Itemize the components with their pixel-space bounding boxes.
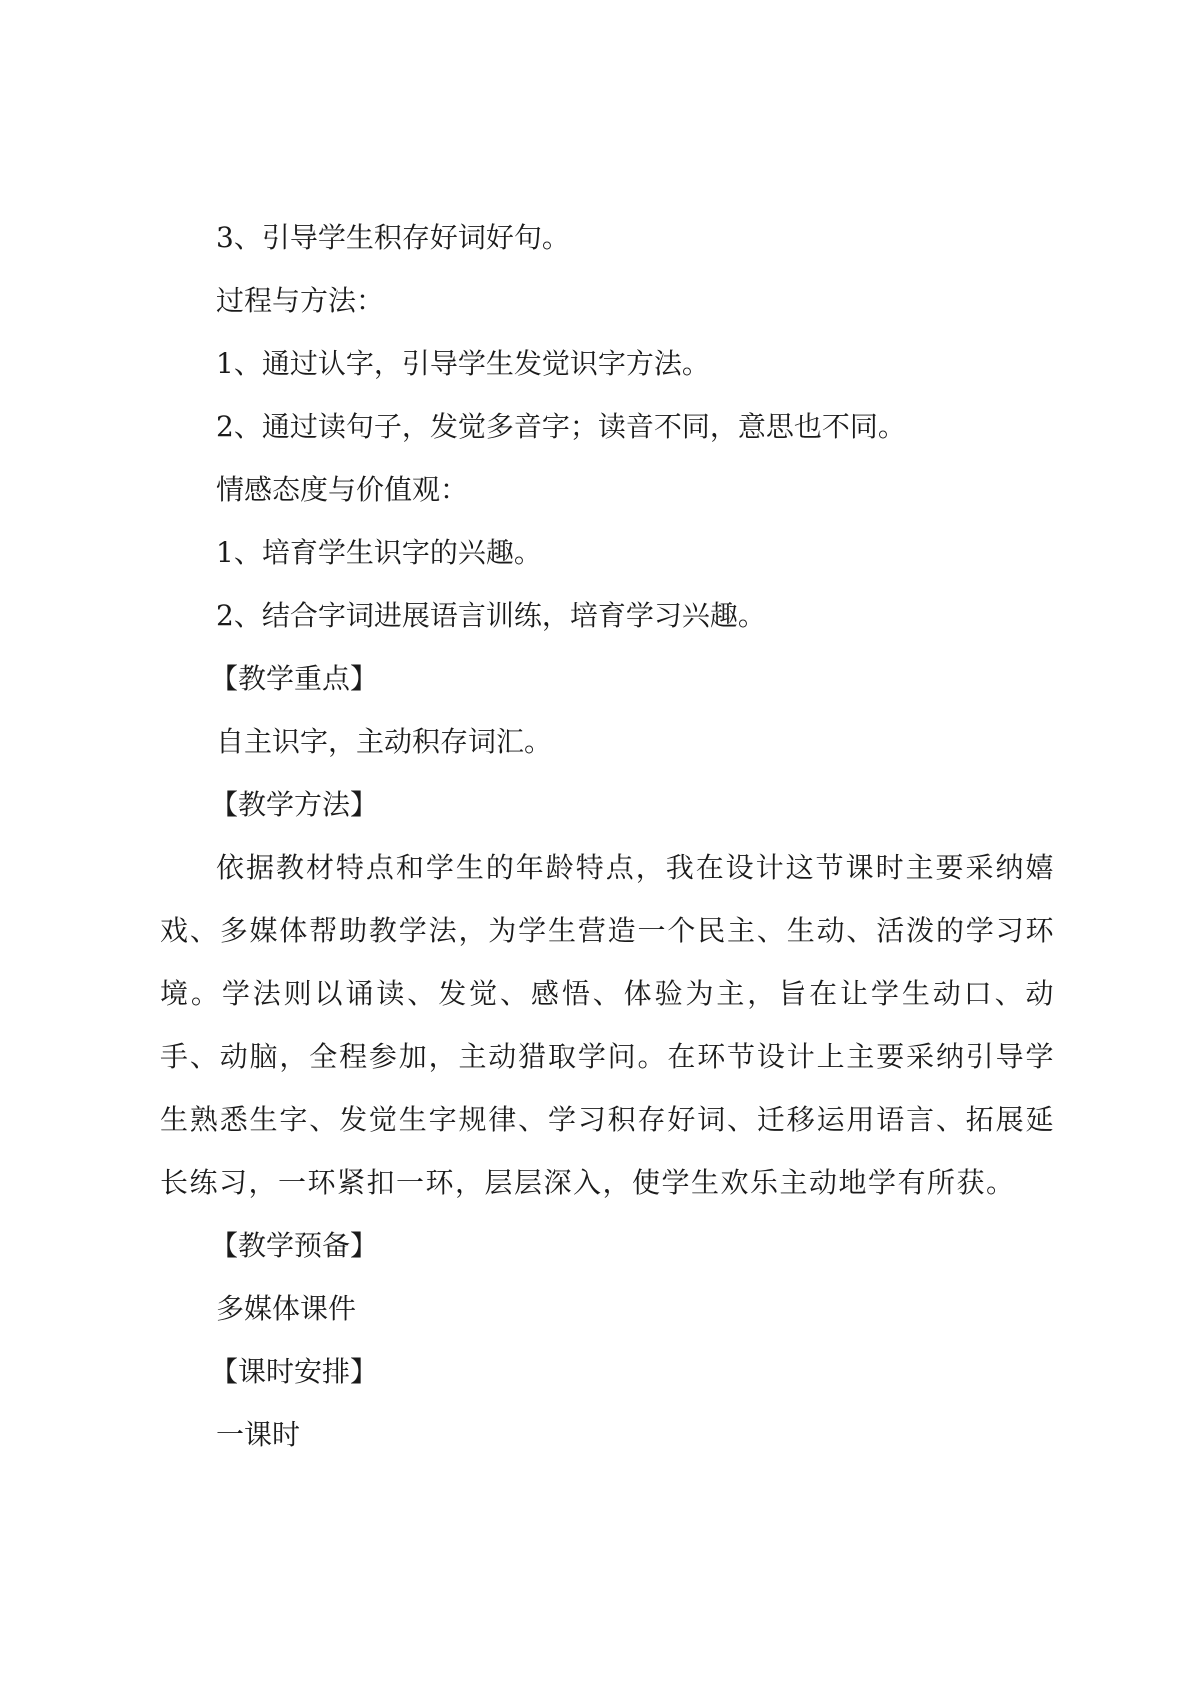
section-heading-schedule: 【课时安排】 [210,1355,379,1388]
emotion-item-2: 2、结合字词进展语言训练，培育学习兴趣。 [216,599,766,632]
schedule-body: 一课时 [216,1418,301,1451]
section-heading-preparation: 【教学预备】 [210,1229,379,1262]
document-content [160,206,1055,1466]
section-heading-key-points: 【教学重点】 [210,662,379,695]
section-heading-emotion-values: 情感态度与价值观： [216,473,469,506]
objective-item-3: 3、引导学生积存好词好句。 [216,221,570,254]
section-heading-process-method: 过程与方法： [216,284,385,317]
preparation-body: 多媒体课件 [216,1292,357,1325]
process-item-1: 1、通过认字，引导学生发觉识字方法。 [216,347,710,380]
key-points-body: 自主识字，主动积存词汇。 [216,725,553,758]
section-heading-teaching-methods: 【教学方法】 [210,788,379,821]
teaching-methods-paragraph: 依据教材特点和学生的年龄特点，我在设计这节课时主要采纳嬉戏、多媒体帮助教学法，为学生营造一个民主、生动、活泼的学习环境。学法则以诵读、发觉、感悟、体验为主，旨在让学生动口、动手、动脑，全程参加，主动猎取学问。在环节设计上主要采纳引导学生熟悉生字、发觉生字规律、学习积存好词、迁移运用语言、拓展延长练习，一环紧扣一环，层层深入，使学生欢乐主动地学有所获。 [160,851,1055,1199]
process-item-2: 2、通过读句子，发觉多音字；读音不同，意思也不同。 [216,410,906,443]
emotion-item-1: 1、培育学生识字的兴趣。 [216,536,542,569]
